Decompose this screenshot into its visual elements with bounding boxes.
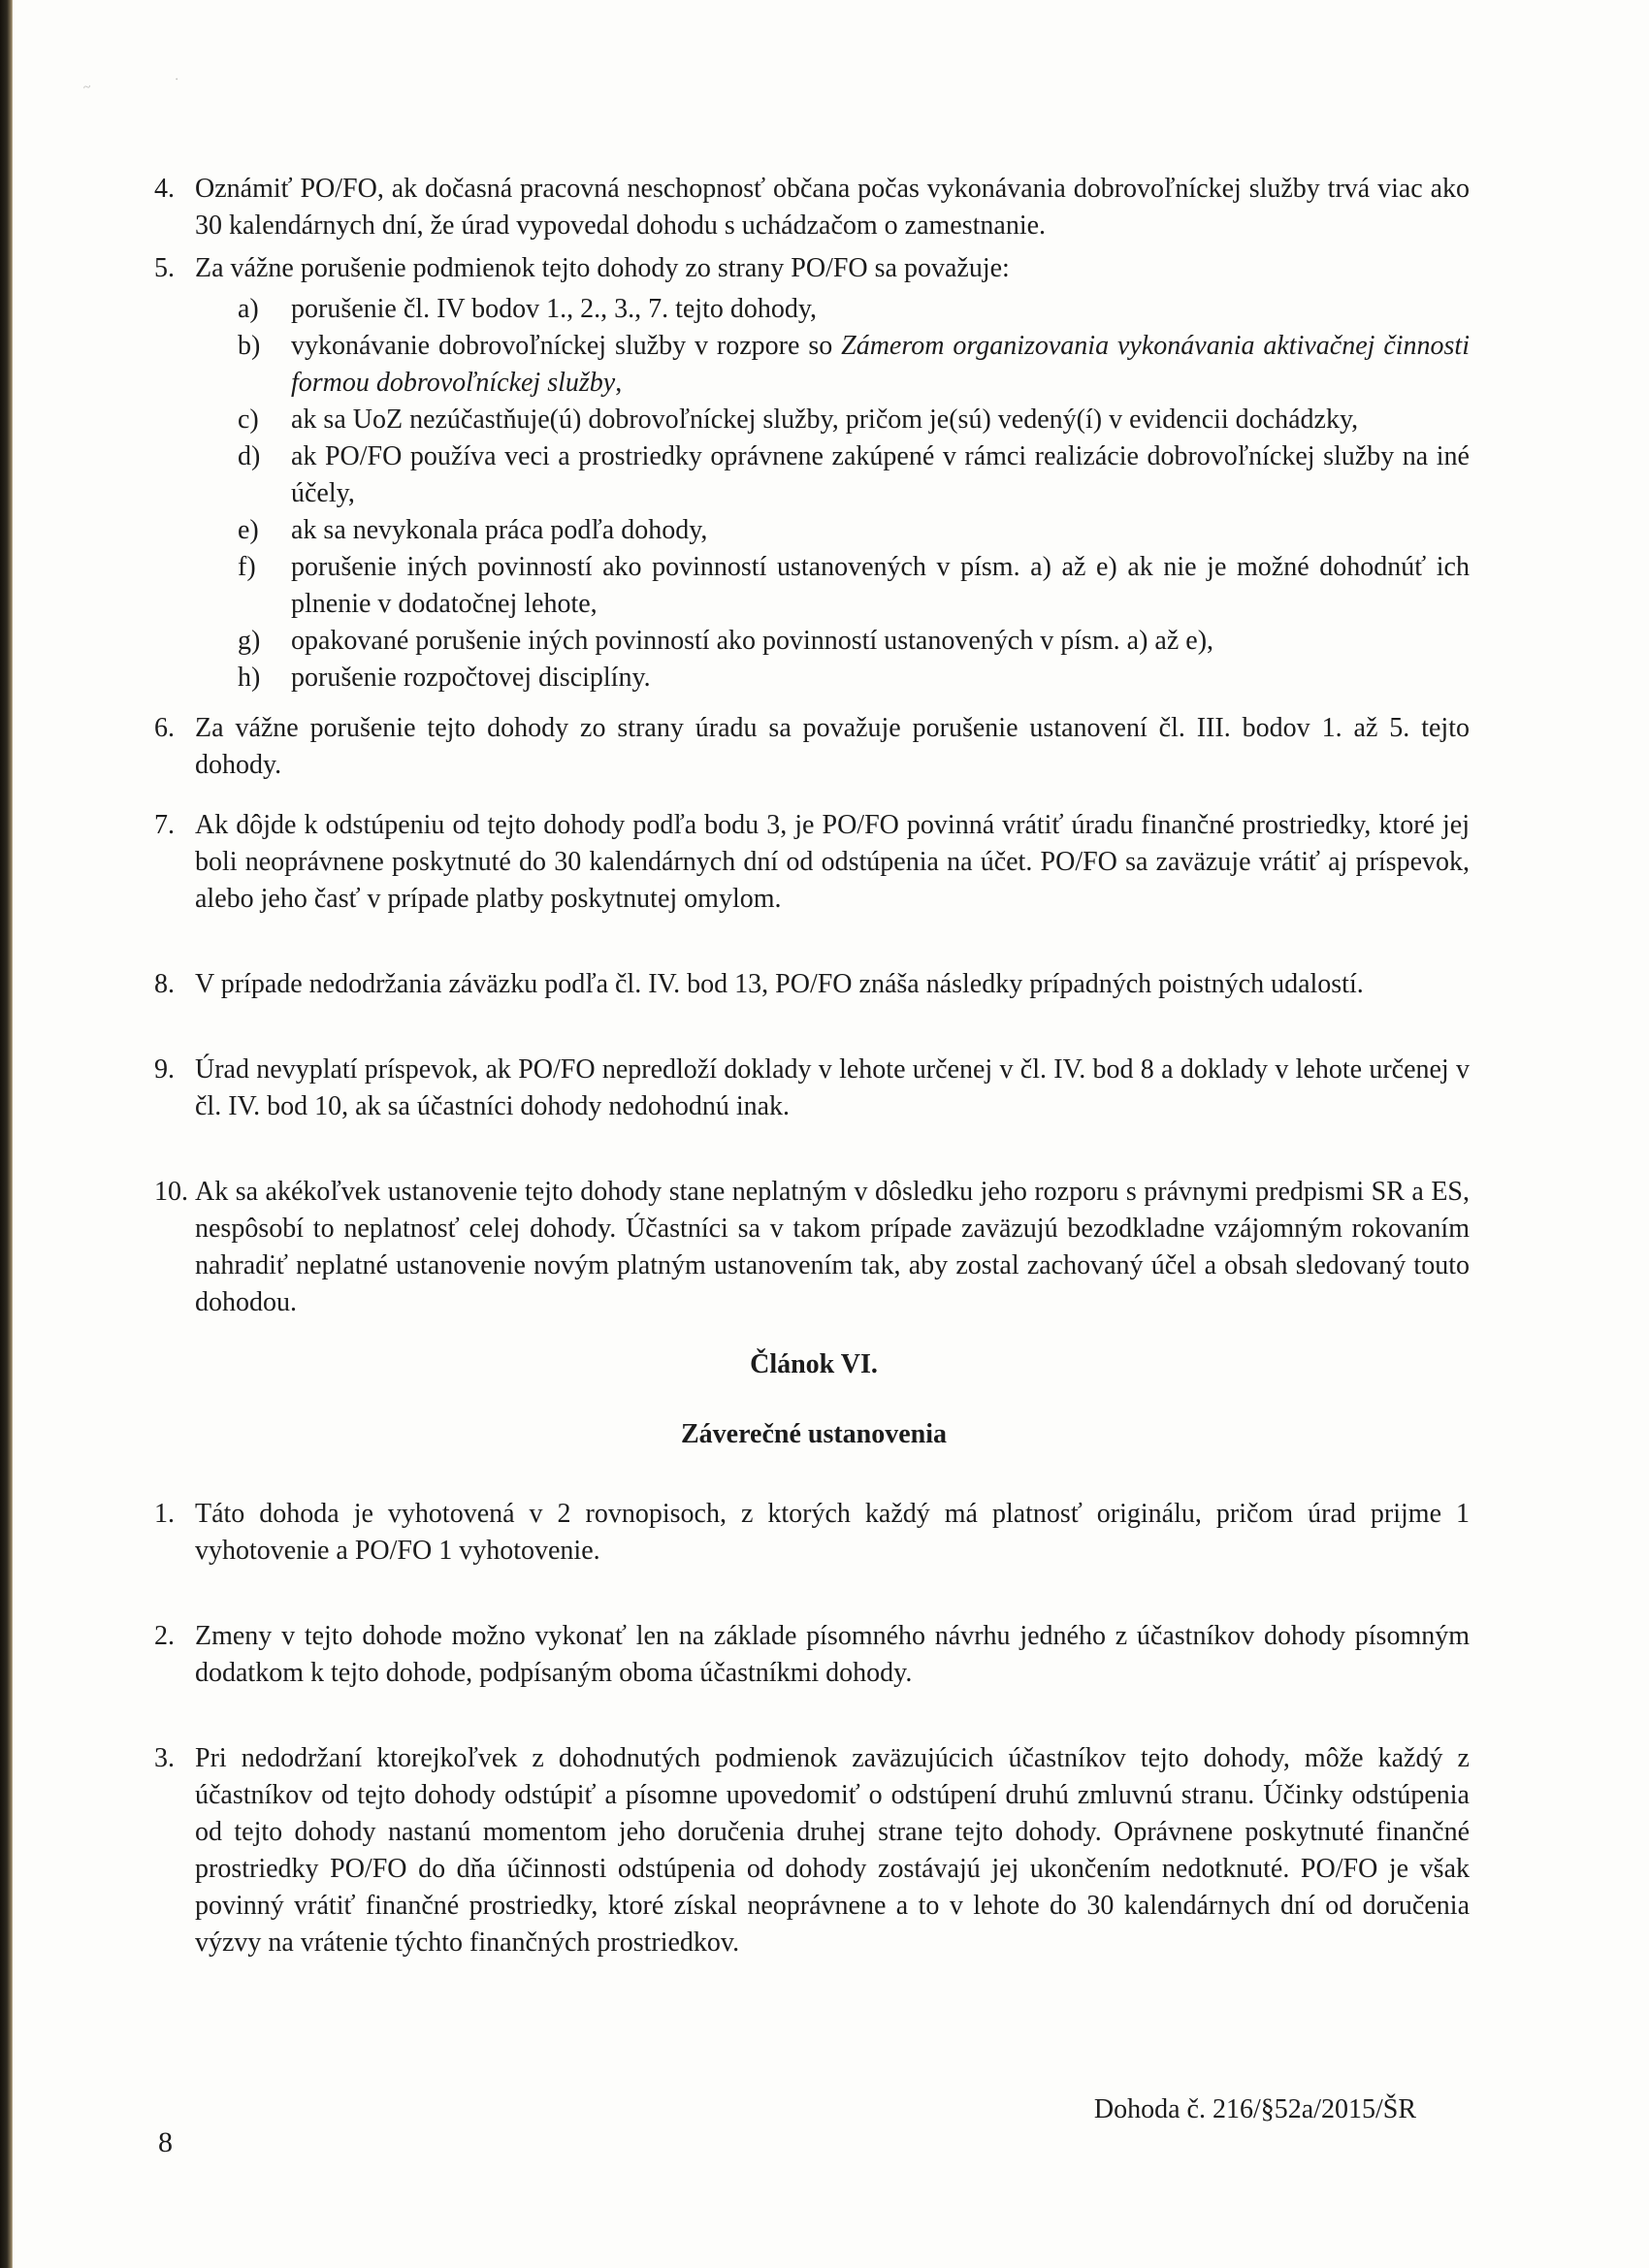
list-item-text: Ak sa akékoľvek ustanovenie tejto dohody stane neplatným v dôsledku jeho rozporu s právnymi predpismi SR a ES, nespôsobí to neplatnosť celej dohody. Účastníci sa v takom prípade zaväzujú bezodkladne vzájomným rokovaním nahradiť neplatné ustanovenie novým platným ustanovením tak, aby zostal zachovaný účel a obsah sledovaný touto dohodou. xyxy=(195,1177,1470,1317)
sub-item-label: c) xyxy=(238,405,259,435)
closing-item-2 xyxy=(154,1618,1470,1692)
list-item-text: Táto dohoda je vyhotovená v 2 rovnopisoch, z ktorých každý má platnosť originálu, pričom úrad prijme 1 vyhotovenie a PO/FO 1 vyhotovenie. xyxy=(195,1499,1470,1566)
sub-item-text: porušenie iných povinností ako povinností ustanovených v písm. a) až e) ak nie je možné dohodnúť ich plnenie v dodatočnej lehote, xyxy=(291,552,1470,619)
article-subtitle: Záverečné ustanovenia xyxy=(680,1419,948,1449)
sub-list-violations xyxy=(238,291,1470,697)
list-item-text: Za vážne porušenie podmienok tejto dohody zo strany PO/FO sa považuje: xyxy=(195,253,1010,283)
sub-item-text-tail: , xyxy=(615,368,623,398)
list-item-text: Úrad nevyplatí príspevok, ak PO/FO nepredloží doklady v lehote určenej v čl. IV. bod 8 a doklady v lehote určenej v čl. IV. bod 10, ak sa účastníci dohody nedohodnú inak. xyxy=(195,1054,1470,1121)
sub-item-label: b) xyxy=(238,331,261,361)
list-item-text: Ak dôjde k odstúpeniu od tejto dohody podľa bodu 3, je PO/FO povinná vrátiť úradu finančné prostriedky, ktoré jej boli neoprávnene poskytnuté do 30 kalendárnych dní od odstúpenia na účet. PO/FO sa zaväzuje vrátiť aj príspevok, alebo jeho časť v prípade platby poskytnutej omylom. xyxy=(195,810,1470,914)
sub-item-label: g) xyxy=(238,626,261,656)
list-item-number: 6. xyxy=(154,713,175,743)
list-item-number: 1. xyxy=(154,1499,175,1529)
list-item-number: 9. xyxy=(154,1054,175,1085)
list-item-8 xyxy=(154,966,1470,1003)
sub-item-g xyxy=(238,623,1470,660)
document-body xyxy=(154,171,1470,1961)
closing-item-1 xyxy=(154,1496,1470,1570)
sub-item-text-plain: vykonávanie dobrovoľníckej služby v rozpore so xyxy=(291,331,842,361)
pencil-smudge: ~ xyxy=(81,80,94,96)
sub-item-label: h) xyxy=(238,663,261,693)
sub-item-c xyxy=(238,402,1470,438)
list-item-10 xyxy=(154,1174,1470,1321)
list-item-9 xyxy=(154,1052,1470,1125)
page-number: 8 xyxy=(158,2126,173,2158)
list-item-number: 8. xyxy=(154,969,175,999)
closing-item-3 xyxy=(154,1740,1470,1961)
sub-item-text: ak sa UoZ nezúčastňuje(ú) dobrovoľníckej služby, pričom je(sú) vedený(í) v evidencii dochádzky, xyxy=(291,405,1359,435)
sub-item-e xyxy=(238,512,1470,549)
list-item-7 xyxy=(154,807,1470,918)
sub-item-text: ak sa nevykonala práca podľa dohody, xyxy=(291,515,708,545)
list-item-text: Za vážne porušenie tejto dohody zo strany úradu sa považuje porušenie ustanovení čl. III. bodov 1. až 5. tejto dohody. xyxy=(195,713,1470,780)
list-item-text: V prípade nedodržania záväzku podľa čl. IV. bod 13, PO/FO znáša následky prípadných poistných udalostí. xyxy=(195,969,1364,999)
sub-item-b xyxy=(238,328,1470,402)
document-reference: Dohoda č. 216/§52a/2015/ŠR xyxy=(1093,2094,1416,2124)
sub-item-label: f) xyxy=(238,552,256,582)
list-item-number: 2. xyxy=(154,1621,175,1651)
sub-item-text: ak PO/FO používa veci a prostriedky oprávnene zakúpené v rámci realizácie dobrovoľníckej služby na iné účely, xyxy=(291,441,1470,508)
article-title: Článok VI. xyxy=(750,1349,878,1379)
sub-item-text: porušenie čl. IV bodov 1., 2., 3., 7. tejto dohody, xyxy=(291,294,818,324)
list-item-text: Zmeny v tejto dohode možno vykonať len na základe písomného návrhu jedného z účastníkov dohody písomným dodatkom k tejto dohode, podpísaným oboma účastníkmi dohody. xyxy=(195,1621,1470,1688)
list-item-number: 5. xyxy=(154,253,175,283)
list-item-text: Oznámiť PO/FO, ak dočasná pracovná neschopnosť občana počas vykonávania dobrovoľníckej služby trvá viac ako 30 kalendárnych dní, že úrad vypovedal dohodu s uchádzačom o zamestnanie. xyxy=(195,174,1470,241)
list-item-number: 7. xyxy=(154,810,175,840)
list-item-number: 10. xyxy=(154,1177,188,1207)
sub-item-text-italic: Zámerom organizovania vykonávania aktivačnej činnosti formou dobrovoľníckej služby xyxy=(291,331,1470,398)
sub-item-label: e) xyxy=(238,515,259,545)
sub-item-d xyxy=(238,438,1470,512)
sub-item-text: porušenie rozpočtovej disciplíny. xyxy=(291,663,651,693)
scan-edge-artifact xyxy=(0,0,13,2268)
list-item-number: 3. xyxy=(154,1743,175,1773)
list-item-5 xyxy=(154,250,1470,287)
sub-item-label: a) xyxy=(238,294,259,324)
sub-item-f xyxy=(238,549,1470,623)
list-item-6 xyxy=(154,710,1470,784)
sub-item-label: d) xyxy=(238,441,261,471)
sub-item-text: opakované porušenie iných povinností ako povinností ustanovených v písm. a) až e), xyxy=(291,626,1214,656)
pencil-smudge: · xyxy=(173,72,182,88)
sub-item-a xyxy=(238,291,1470,328)
list-item-text: Pri nedodržaní ktorejkoľvek z dohodnutých podmienok zaväzujúcich účastníkov tejto dohody, môže každý z účastníkov od tejto dohody odstúpiť a písomne upovedomiť o odstúpení druhú zmluvnú stranu. Účinky odstúpenia od tejto dohody nastanú momentom jeho doručenia druhej strane tejto dohody. Oprávnene poskytnuté finančné prostriedky PO/FO do dňa účinnosti odstúpenia od dohody zostávajú jej ukončením nedotknuté. PO/FO je však povinný vrátiť finančné prostriedky, ktoré získal neoprávnene a to v lehote do 30 kalendárnych dní od doručenia výzvy na vrátenie týchto finančných prostriedkov. xyxy=(195,1743,1470,1958)
sub-item-text xyxy=(291,331,1470,398)
list-item-4 xyxy=(154,171,1470,244)
sub-item-h xyxy=(238,660,1470,697)
list-item-number: 4. xyxy=(154,174,175,204)
